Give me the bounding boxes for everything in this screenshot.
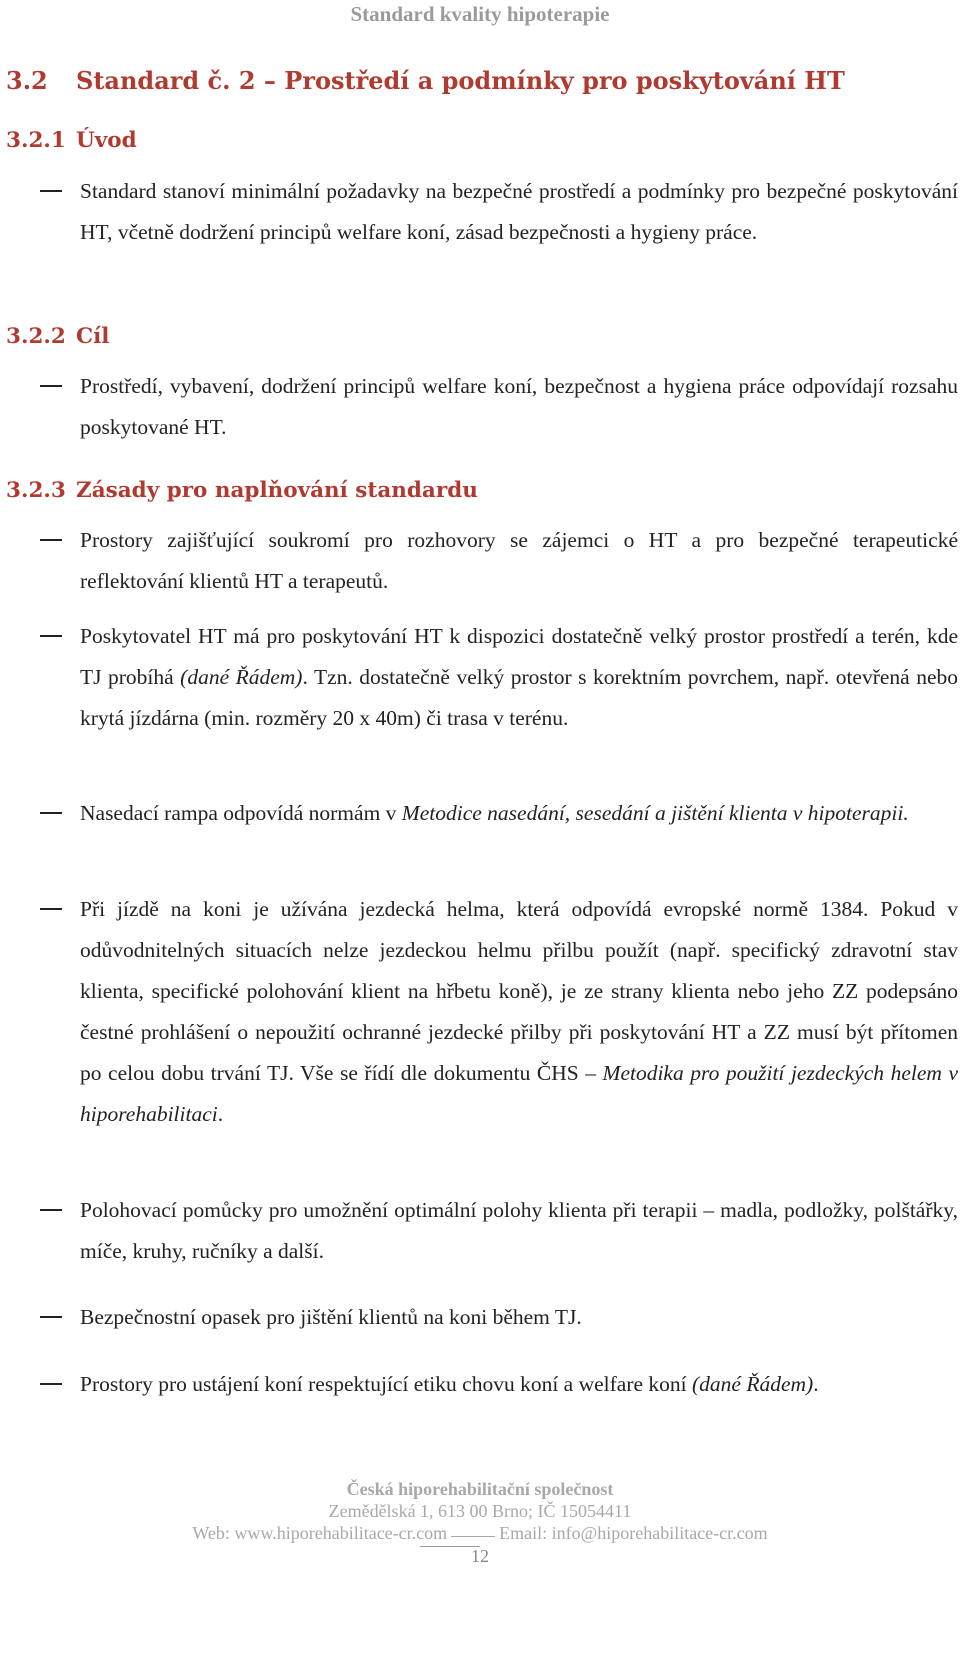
dash-bullet-icon	[40, 539, 62, 541]
subsection-number: 3.2.2	[6, 324, 66, 349]
page-number: 12	[471, 1546, 489, 1566]
footer-web-link[interactable]: Web: www.hiporehabilitace-cr.com	[192, 1523, 448, 1543]
text-run: Prostory pro ustájení koní respektující etiku chovu koní a welfare koní	[80, 1372, 693, 1396]
list-item-text	[80, 793, 958, 834]
text-run: . Tzn. dostatečně velký prostor s korektním povrchem, např. otevřená nebo krytá jízdárna (min. rozměry 20 x 40m) či trasa v terénu.	[80, 665, 958, 730]
subsection-heading-goal	[6, 324, 109, 349]
section-heading	[6, 66, 845, 95]
text-run: Poskytovatel HT má pro poskytování HT k dispozici dostatečně velký prostor prostředí a terén, kde TJ probíhá	[80, 624, 958, 689]
list-item-text: Prostředí, vybavení, dodržení principů welfare koní, bezpečnost a hygiena práce odpovídají rozsahu poskytované HT.	[80, 374, 958, 439]
list-item	[40, 171, 958, 253]
list-item	[40, 1190, 958, 1272]
list-item-text: Polohovací pomůcky pro umožnění optimální polohy klienta při terapii – madla, podložky, polštářky, míče, kruhy, ručníky a další.	[80, 1198, 958, 1263]
list-item	[40, 366, 958, 448]
list-item	[40, 1364, 958, 1405]
running-header: Standard kvality hipoterapie	[350, 2, 610, 26]
dash-bullet-icon	[40, 385, 62, 387]
section-number: 3.2	[6, 66, 48, 95]
list-item	[40, 889, 958, 1135]
subsection-number: 3.2.1	[6, 128, 66, 153]
footer-contacts	[0, 1522, 960, 1544]
footer-email-link[interactable]: Email: info@hiporehabilitace-cr.com	[499, 1523, 768, 1543]
list-item	[40, 520, 958, 602]
italic-run: (dané Řádem)	[180, 665, 303, 689]
dash-bullet-icon	[40, 635, 62, 637]
italic-run: (dané Řádem)	[692, 1372, 814, 1396]
dash-bullet-icon	[40, 1316, 62, 1318]
footer-org: Česká hiporehabilitační společnost	[346, 1479, 614, 1499]
dash-bullet-icon	[40, 908, 62, 910]
list-item-text	[80, 1364, 958, 1405]
footer	[0, 1478, 960, 1544]
dash-bullet-icon	[40, 1383, 62, 1385]
list-item-text	[80, 616, 958, 739]
dash-bullet-icon	[40, 190, 62, 192]
list-item-text	[80, 889, 958, 1135]
footer-separator	[451, 1522, 495, 1537]
italic-run: Metodika pro použití jezdeckých helem v hiporehabilitaci	[80, 1061, 958, 1126]
list-item-text: Standard stanoví minimální požadavky na bezpečné prostředí a podmínky pro bezpečné poskytování HT, včetně dodržení principů welfare koní, zásad bezpečnosti a hygieny práce.	[80, 179, 958, 244]
dash-bullet-icon	[40, 1209, 62, 1211]
subsection-title: Úvod	[76, 128, 137, 153]
subsection-title: Cíl	[76, 324, 110, 349]
list-item-text: Prostory zajišťující soukromí pro rozhovory se zájemci o HT a pro bezpečné terapeutické reflektování klientů HT a terapeutů.	[80, 528, 958, 593]
footer-address: Zemědělská 1, 613 00 Brno; IČ 15054411	[328, 1501, 632, 1521]
text-run: .	[217, 1102, 224, 1126]
text-run: Při jízdě na koni je užívána jezdecká helma, která odpovídá evropské normě 1384. Pokud v odůvodnitelných situacích nelze jezdeckou helmu přilbu použít (např. specifický zdravotní stav klienta, specifické polohování klient na hřbetu koně), je ze strany klienta nebo jeho ZZ podepsáno čestné prohlášení o nepoužití ochranné jezdecké přilby při poskytování HT a ZZ musí být přítomen po celou dobu trvání TJ. Vše se řídí dle dokumentu ČHS –	[80, 897, 958, 1085]
list-item	[40, 793, 958, 834]
list-item-text: Bezpečnostní opasek pro jištění klientů na koni během TJ.	[80, 1305, 582, 1329]
text-run: .	[813, 1372, 819, 1396]
subsection-heading-intro	[6, 128, 137, 153]
text-run: Nasedací rampa odpovídá normám v	[80, 801, 402, 825]
subsection-heading-principles	[6, 478, 478, 503]
italic-run: Metodice nasedání, sesedání a jištění klienta v hipoterapii.	[401, 801, 909, 825]
list-item	[40, 1297, 958, 1338]
subsection-number: 3.2.3	[6, 478, 66, 503]
list-item	[40, 616, 958, 739]
dash-bullet-icon	[40, 812, 62, 814]
subsection-title: Zásady pro naplňování standardu	[76, 478, 478, 503]
section-title: Standard č. 2 – Prostředí a podmínky pro poskytování HT	[76, 66, 845, 95]
